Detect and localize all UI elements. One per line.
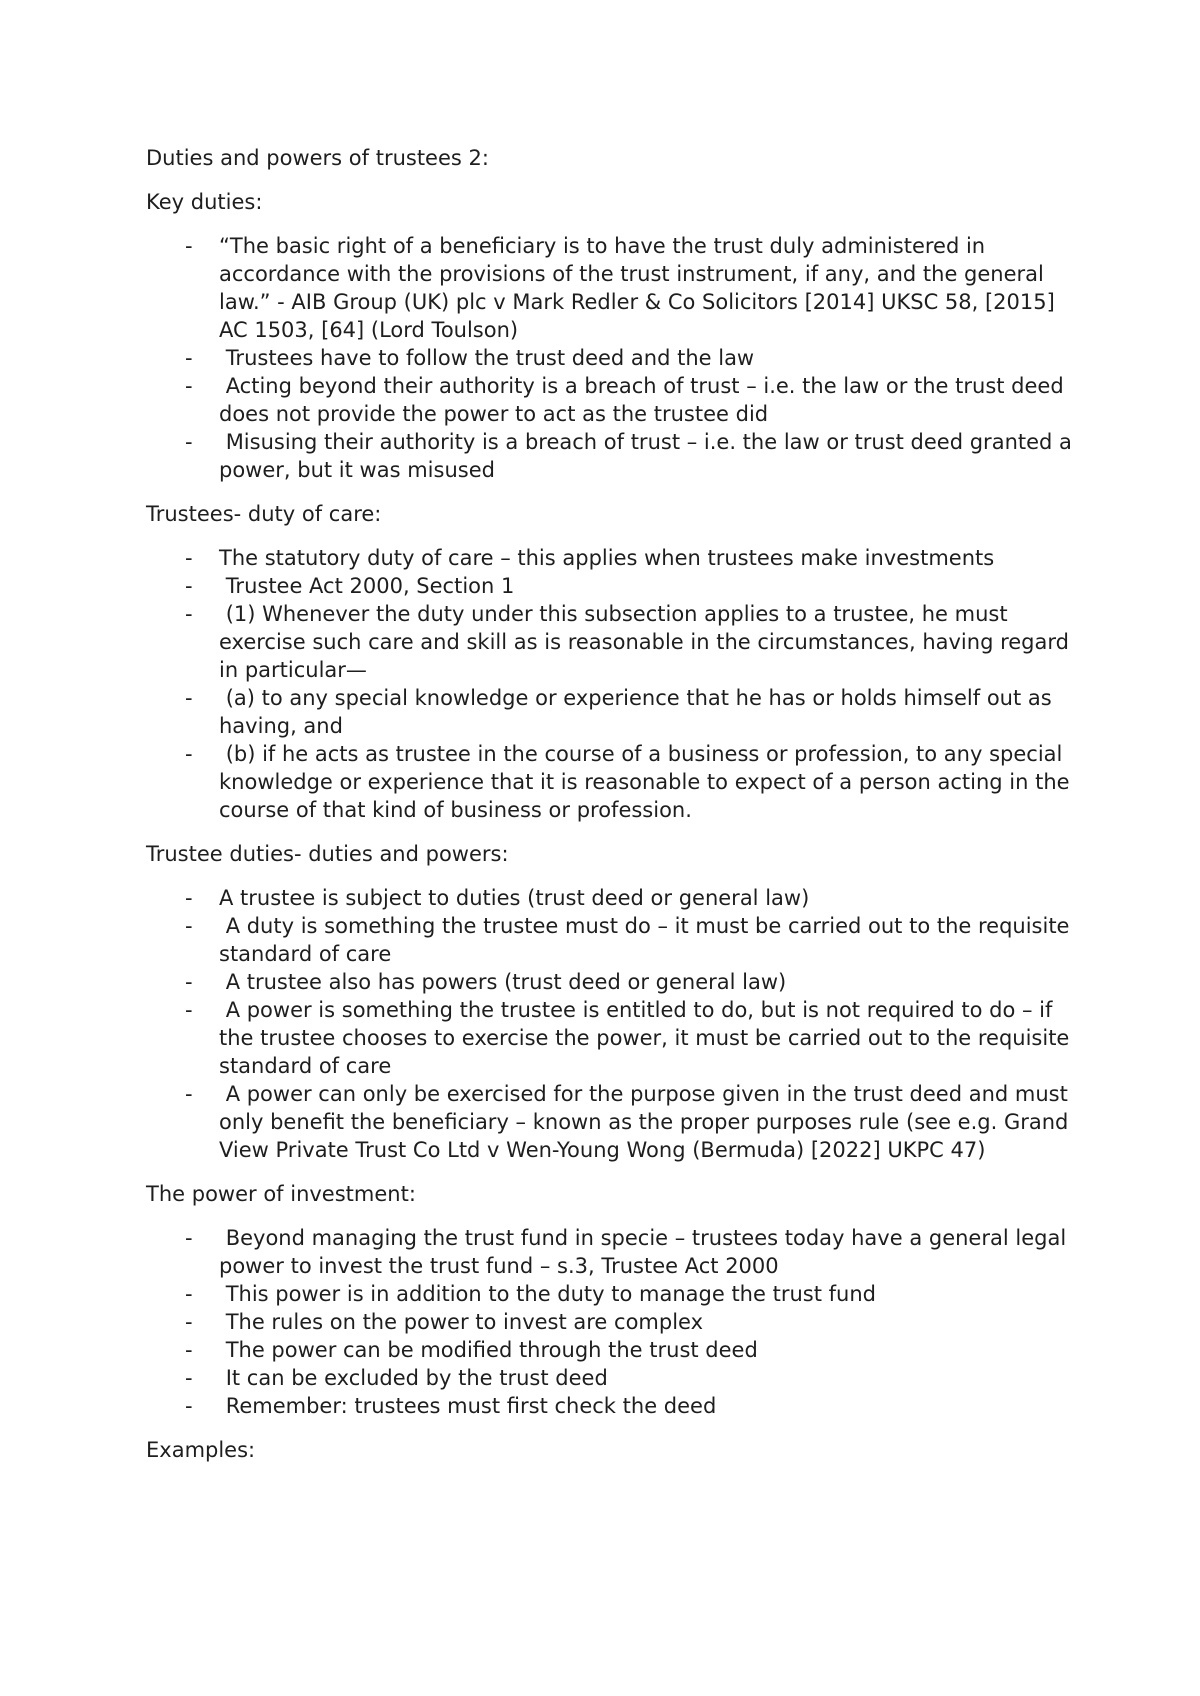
- bullet-list: [146, 1224, 1086, 1420]
- dash-bullet-icon: -: [185, 1394, 193, 1418]
- section-heading: Trustee duties- duties and powers:: [146, 842, 509, 866]
- list-item: [146, 996, 1086, 1080]
- list-item: [146, 1224, 1086, 1280]
- list-item: [146, 1364, 1086, 1392]
- list-item: [146, 1392, 1086, 1420]
- list-item-text: This power is in addition to the duty to manage the trust fund: [219, 1282, 876, 1306]
- list-item-text: The power can be modified through the trust deed: [219, 1338, 758, 1362]
- dash-bullet-icon: -: [185, 914, 193, 938]
- list-item: [146, 884, 1086, 912]
- list-item-text: Acting beyond their authority is a breach of trust – i.e. the law or the trust deed does not provide the power to act as the trustee did: [219, 374, 1071, 426]
- dash-bullet-icon: -: [185, 1310, 193, 1334]
- list-item-text: A power can only be exercised for the purpose given in the trust deed and must only benefit the beneficiary – known as the proper purposes rule (see e.g. Grand View Private Trust Co Ltd v Wen-Young Wong (Bermuda) [2022] UKPC 47): [219, 1082, 1076, 1162]
- list-item: [146, 684, 1086, 740]
- list-item-text: The rules on the power to invest are complex: [219, 1310, 704, 1334]
- list-item: [146, 1308, 1086, 1336]
- list-item: [146, 428, 1086, 484]
- dash-bullet-icon: -: [185, 1282, 193, 1306]
- list-item-text: A power is something the trustee is entitled to do, but is not required to do – if the trustee chooses to exercise the power, it must be carried out to the requisite standard of care: [219, 998, 1077, 1078]
- list-item: [146, 1336, 1086, 1364]
- dash-bullet-icon: -: [185, 998, 193, 1022]
- dash-bullet-icon: -: [185, 346, 193, 370]
- section-heading: Trustees- duty of care:: [146, 502, 382, 526]
- list-item-text: (1) Whenever the duty under this subsection applies to a trustee, he must exercise such care and skill as is reasonable in the circumstances, having regard in particular—: [219, 602, 1076, 682]
- dash-bullet-icon: -: [185, 1366, 193, 1390]
- list-item-text: Trustee Act 2000, Section 1: [219, 574, 515, 598]
- list-item-text: The statutory duty of care – this applies when trustees make investments: [219, 546, 995, 570]
- dash-bullet-icon: -: [185, 374, 193, 398]
- list-item: [146, 968, 1086, 996]
- bullet-list: [146, 884, 1086, 1164]
- list-item: [146, 544, 1086, 572]
- list-item-text: Remember: trustees must first check the deed: [219, 1394, 717, 1418]
- dash-bullet-icon: -: [185, 742, 193, 766]
- bullet-list: [146, 232, 1086, 484]
- list-item-text: A trustee is subject to duties (trust deed or general law): [219, 886, 810, 910]
- list-item-text: Misusing their authority is a breach of trust – i.e. the law or trust deed granted a power, but it was misused: [219, 430, 1079, 482]
- dash-bullet-icon: -: [185, 1082, 193, 1106]
- dash-bullet-icon: -: [185, 546, 193, 570]
- section-heading: Examples:: [146, 1438, 256, 1462]
- dash-bullet-icon: -: [185, 970, 193, 994]
- list-item-text: A trustee also has powers (trust deed or general law): [219, 970, 787, 994]
- list-item-text: Trustees have to follow the trust deed and the law: [219, 346, 755, 370]
- list-item-text: (a) to any special knowledge or experience that he has or holds himself out as having, and: [219, 686, 1059, 738]
- list-item: [146, 344, 1086, 372]
- list-item-text: It can be excluded by the trust deed: [219, 1366, 608, 1390]
- dash-bullet-icon: -: [185, 234, 193, 258]
- list-item-text: Beyond managing the trust fund in specie – trustees today have a general legal power to invest the trust fund – s.3, Trustee Act 2000: [219, 1226, 1073, 1278]
- list-item: [146, 600, 1086, 684]
- list-item-text: “The basic right of a beneficiary is to have the trust duly administered in accordance with the provisions of the trust instrument, if any, and the general law.” - AIB Group (UK) plc v Mark Redler & Co Solicitors [2014] UKSC 58, [2015] AC 1503, [64] (Lord Toulson): [219, 234, 1062, 342]
- document-sections: [146, 188, 1086, 1464]
- list-item: [146, 572, 1086, 600]
- dash-bullet-icon: -: [185, 430, 193, 454]
- dash-bullet-icon: -: [185, 886, 193, 910]
- dash-bullet-icon: -: [185, 602, 193, 626]
- list-item: [146, 912, 1086, 968]
- dash-bullet-icon: -: [185, 574, 193, 598]
- document-title: Duties and powers of trustees 2:: [146, 146, 489, 170]
- list-item: [146, 372, 1086, 428]
- list-item: [146, 1080, 1086, 1164]
- list-item: [146, 1280, 1086, 1308]
- list-item-text: (b) if he acts as trustee in the course of a business or profession, to any special knowledge or experience that it is reasonable to expect of a person acting in the course of that kind of business or profession.: [219, 742, 1077, 822]
- bullet-list: [146, 544, 1086, 824]
- list-item: [146, 232, 1086, 344]
- dash-bullet-icon: -: [185, 1338, 193, 1362]
- document-page: [146, 144, 1086, 1480]
- section-heading: Key duties:: [146, 190, 263, 214]
- dash-bullet-icon: -: [185, 1226, 193, 1250]
- section-heading: The power of investment:: [146, 1182, 416, 1206]
- dash-bullet-icon: -: [185, 686, 193, 710]
- list-item-text: A duty is something the trustee must do – it must be carried out to the requisite standard of care: [219, 914, 1077, 966]
- list-item: [146, 740, 1086, 824]
